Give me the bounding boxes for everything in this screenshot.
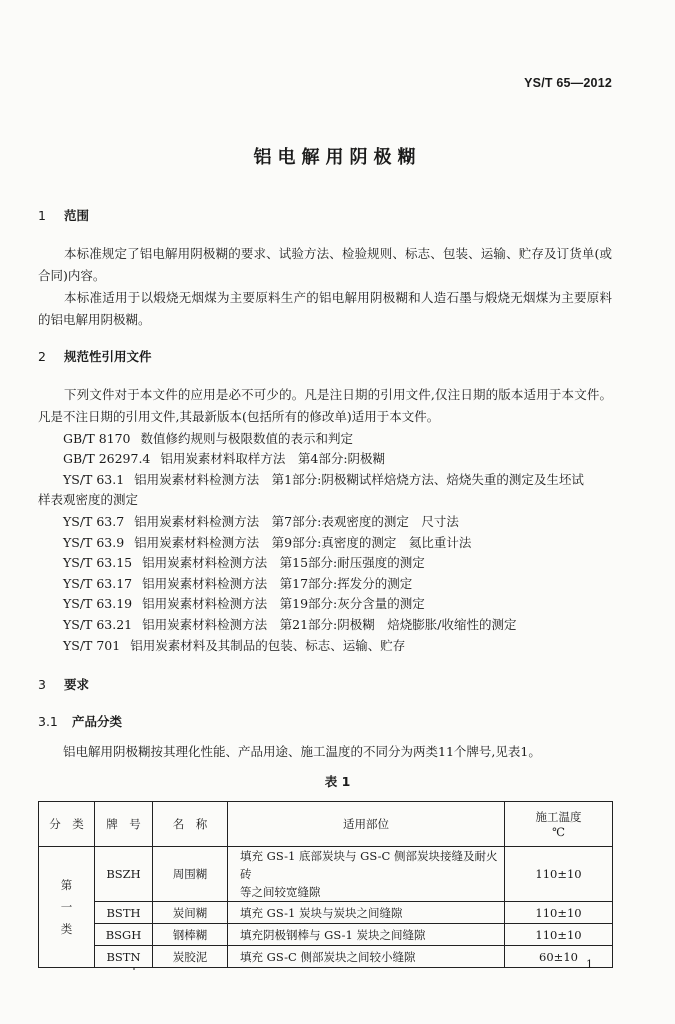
temp-cell: 60±10 — [505, 946, 613, 968]
reference-item — [63, 636, 405, 654]
reference-item — [63, 533, 471, 551]
section-number: 3.1 — [38, 714, 58, 729]
reference-item — [63, 594, 425, 612]
reference-item-continuation: 样表观密度的测定 — [38, 492, 139, 507]
grade-cell: BSGH — [95, 924, 153, 946]
reference-title: 铝用炭素材料检测方法 第7部分:表观密度的测定 尺寸法 — [134, 514, 459, 529]
category-char: 第 — [60, 878, 73, 892]
reference-code: YS/T 63.15 — [63, 555, 133, 570]
reference-title: 铝用炭素材料检测方法 第19部分:灰分含量的测定 — [142, 596, 425, 611]
grade-cell: BSZH — [95, 847, 153, 902]
table-row — [39, 902, 613, 924]
reference-title: 铝用炭素材料检测方法 第9部分:真密度的测定 氦比重计法 — [134, 535, 472, 550]
table-caption: 表 1 — [324, 774, 351, 789]
header-usage: 适用部位 — [228, 802, 505, 847]
table-header-row — [39, 802, 613, 847]
usage-cell: 填充 GS-1 炭块与炭块之间缝隙 — [228, 902, 505, 924]
reference-item — [63, 470, 584, 488]
usage-cell: 填充 GS-C 侧部炭块之间较小缝隙 — [228, 946, 505, 968]
category-char: 一 — [60, 900, 73, 914]
reference-code: YS/T 63.1 — [63, 472, 125, 487]
temp-cell: 110±10 — [505, 902, 613, 924]
header-temp-unit: ℃ — [552, 825, 565, 839]
reference-code: YS/T 63.17 — [63, 576, 133, 591]
reference-code: YS/T 63.21 — [63, 617, 133, 632]
reference-code: GB/T 8170 — [63, 431, 131, 446]
section-title: 范围 — [64, 208, 90, 223]
reference-code: GB/T 26297.4 — [63, 451, 151, 466]
reference-title: 铝用炭素材料检测方法 第21部分:阴极糊 焙烧膨胀/收缩性的测定 — [142, 617, 517, 632]
name-cell: 周围糊 — [153, 847, 228, 902]
reference-item — [63, 512, 459, 530]
reference-item — [63, 449, 385, 467]
table-row — [39, 924, 613, 946]
grade-cell: BSTH — [95, 902, 153, 924]
usage-line: 填充 GS-1 底部炭块与 GS-C 侧部炭块接缝及耐火砖 — [240, 849, 498, 881]
reference-title: 铝用炭素材料检测方法 第15部分:耐压强度的测定 — [142, 555, 425, 570]
name-cell: 炭胶泥 — [153, 946, 228, 968]
section-number: 2 — [38, 349, 46, 364]
reference-code: YS/T 63.19 — [63, 596, 133, 611]
reference-title: 铝用炭素材料及其制品的包装、标志、运输、贮存 — [130, 638, 406, 653]
header-temp-label: 施工温度 — [535, 810, 582, 824]
section-title: 产品分类 — [72, 714, 123, 729]
section-number: 3 — [38, 677, 46, 692]
header-name: 名 称 — [153, 802, 228, 847]
header-temperature — [505, 802, 613, 847]
reference-title: 铝用炭素材料检测方法 第17部分:挥发分的测定 — [142, 576, 413, 591]
reference-code: YS/T 63.7 — [63, 514, 125, 529]
usage-line: 等之间较宽缝隙 — [240, 885, 321, 899]
category-char: 类 — [60, 922, 73, 936]
reference-title: 铝用炭素材料检测方法 第1部分:阴极糊试样焙烧方法、焙烧失重的测定及生坯试 — [134, 472, 584, 487]
header-category: 分 类 — [39, 802, 95, 847]
section-1-body — [38, 243, 612, 331]
usage-cell — [228, 847, 505, 902]
reference-title: 数值修约规则与极限数值的表示和判定 — [140, 431, 354, 446]
page-number: 1 — [586, 958, 593, 971]
name-cell: 钢棒糊 — [153, 924, 228, 946]
paragraph: 下列文件对于本文件的应用是必不可少的。凡是注日期的引用文件,仅注日期的版本适用于本文件。凡是不注日期的引用文件,其最新版本(包括所有的修改单)适用于本文件。 — [38, 387, 612, 424]
temp-cell: 110±10 — [505, 847, 613, 902]
reference-item — [63, 553, 425, 571]
product-classification-table — [38, 801, 613, 968]
reference-code: YS/T 701 — [63, 638, 121, 653]
standard-code: YS/T 65—2012 — [524, 76, 612, 90]
reference-code: YS/T 63.9 — [63, 535, 125, 550]
section-3-1-heading — [38, 712, 122, 730]
reference-title: 铝用炭素材料取样方法 第4部分:阴极糊 — [160, 451, 386, 466]
grade-cell: BSTN — [95, 946, 153, 968]
scan-speck — [133, 968, 135, 970]
paragraph: 本标准适用于以煅烧无烟煤为主要原料生产的铝电解用阴极糊和人造石墨与煅烧无烟煤为主要原料的铝电解用阴极糊。 — [38, 290, 612, 327]
paragraph: 本标准规定了铝电解用阴极糊的要求、试验方法、检验规则、标志、包装、运输、贮存及订货单(或合同)内容。 — [38, 246, 612, 283]
reference-item — [63, 615, 516, 633]
section-title: 要求 — [64, 677, 90, 692]
section-number: 1 — [38, 208, 46, 223]
document-title: 铝电解用阴极糊 — [253, 147, 422, 168]
category-cell — [39, 847, 95, 968]
section-2-heading — [38, 347, 152, 365]
section-title: 规范性引用文件 — [64, 349, 152, 364]
section-3-heading — [38, 675, 89, 693]
reference-item — [63, 574, 412, 592]
usage-cell: 填充阴极钢棒与 GS-1 炭块之间缝隙 — [228, 924, 505, 946]
reference-item — [63, 429, 353, 447]
table-row — [39, 946, 613, 968]
temp-cell: 110±10 — [505, 924, 613, 946]
header-grade: 牌 号 — [95, 802, 153, 847]
section-2-intro — [38, 384, 612, 428]
table-row — [39, 847, 613, 902]
section-3-1-text: 铝电解用阴极糊按其理化性能、产品用途、施工温度的不同分为两类11个牌号,见表1。 — [63, 744, 541, 759]
name-cell: 炭间糊 — [153, 902, 228, 924]
section-1-heading — [38, 206, 89, 224]
